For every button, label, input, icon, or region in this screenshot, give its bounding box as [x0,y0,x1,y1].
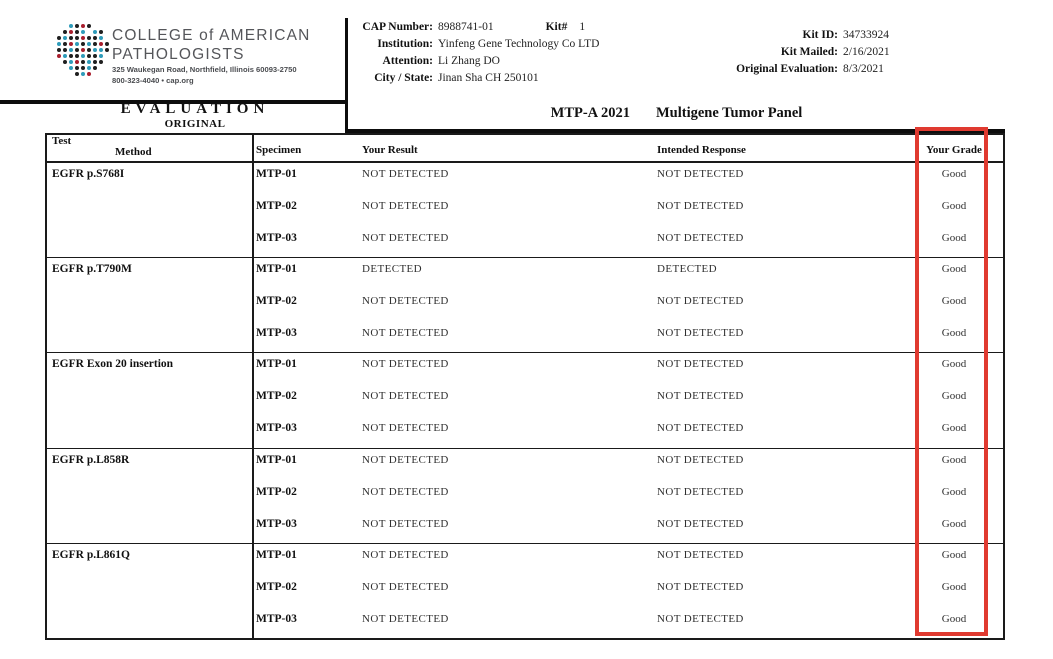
test-group-egfr-s768i [47,163,1003,257]
evaluation-subheading: ORIGINAL [164,118,226,130]
original-evaluation-value: 8/3/2021 [843,63,884,75]
intended-response-cell: NOT DETECTED [657,232,744,244]
cap-number-label: CAP Number: [362,21,433,33]
intended-response-cell: NOT DETECTED [657,200,744,212]
your-grade-cell: Good [941,548,967,561]
your-grade-cell: Good [941,485,967,498]
intended-response-cell: NOT DETECTED [657,168,744,180]
intended-response-cell: NOT DETECTED [657,358,744,371]
table-row [47,200,1003,215]
your-grade-cell: Good [941,390,967,403]
specimen-cell: MTP-02 [256,200,297,212]
intended-response-cell: NOT DETECTED [657,422,744,435]
kit-info-left [349,21,599,89]
kit-number-value: 1 [579,21,586,33]
your-result-cell: NOT DETECTED [362,168,449,180]
specimen-cell: MTP-01 [256,548,297,561]
test-group-egfr-t790m [47,257,1003,352]
your-result-cell: NOT DETECTED [362,612,449,625]
institution-label: Institution: [377,38,433,50]
evaluation-heading: EVALUATION [120,101,270,117]
table-row [47,581,1003,596]
specimen-cell: MTP-03 [256,612,297,625]
your-result-cell: NOT DETECTED [362,580,449,593]
your-result-cell: NOT DETECTED [362,232,449,244]
specimen-cell: MTP-03 [256,232,297,244]
test-group-egfr-l858r [47,448,1003,543]
your-result-cell: NOT DETECTED [362,453,449,466]
your-grade-cell: Good [941,295,967,308]
header-your-result: Your Result [362,144,418,156]
table-row [47,454,1003,469]
your-grade-cell: Good [941,453,967,466]
panel-code: MTP-A 2021 [550,105,630,121]
test-name: EGFR Exon 20 insertion [52,358,174,371]
your-result-cell: NOT DETECTED [362,295,449,308]
panel-title [348,105,1005,122]
your-grade-cell: Good [941,200,967,212]
header-specimen: Specimen [256,144,302,156]
your-result-cell: NOT DETECTED [362,517,449,530]
specimen-cell: MTP-01 [256,358,297,371]
intended-response-cell: NOT DETECTED [657,485,744,498]
table-body [47,163,1003,638]
your-grade-cell: Good [941,168,967,180]
attention-label: Attention: [382,55,433,67]
specimen-cell: MTP-02 [256,390,297,403]
horizontal-rule-right [345,129,1005,133]
your-grade-cell: Good [941,263,967,276]
intended-response-cell: NOT DETECTED [657,612,744,625]
intended-response-cell: NOT DETECTED [657,390,744,403]
kit-id-label: Kit ID: [802,29,838,41]
city-state-label: City / State: [374,72,433,84]
kit-mailed-value: 2/16/2021 [843,46,890,58]
specimen-cell: MTP-02 [256,295,297,308]
table-row [47,486,1003,501]
your-grade-cell: Good [941,422,967,435]
table-row [47,327,1003,342]
results-table [45,133,1005,640]
test-name: EGFR p.T790M [52,263,132,276]
your-result-cell: NOT DETECTED [362,327,449,340]
specimen-cell: MTP-02 [256,485,297,498]
intended-response-cell: NOT DETECTED [657,548,744,561]
intended-response-cell: NOT DETECTED [657,327,744,340]
header-your-grade: Your Grade [926,144,982,156]
your-result-cell: NOT DETECTED [362,390,449,403]
table-row [47,168,1003,183]
table-row [47,390,1003,405]
intended-response-cell: NOT DETECTED [657,517,744,530]
test-name: EGFR p.L861Q [52,548,130,561]
kit-id-value: 34733924 [843,29,889,41]
specimen-cell: MTP-01 [256,453,297,466]
table-row [47,358,1003,373]
your-grade-cell: Good [941,517,967,530]
kit-mailed-label: Kit Mailed: [780,46,838,58]
your-grade-cell: Good [941,232,967,244]
evaluation-heading-block [45,102,345,131]
org-name-line2: PATHOLOGISTS [112,46,245,63]
org-address: 325 Waukegan Road, Northfield, Illinois 60093-2750 [112,65,297,74]
your-result-cell: NOT DETECTED [362,548,449,561]
test-name: EGFR p.L858R [52,453,130,466]
specimen-cell: MTP-03 [256,327,297,340]
kit-info-right [620,29,890,80]
test-group-egfr-l861q [47,543,1003,638]
test-name: EGFR p.S768I [52,168,125,180]
table-header [47,135,1003,163]
table-row [47,518,1003,533]
org-name-line1: COLLEGE of AMERICAN [112,27,311,44]
your-result-cell: NOT DETECTED [362,422,449,435]
header-intended-response: Intended Response [657,144,746,156]
table-row [47,232,1003,247]
your-grade-cell: Good [941,327,967,340]
specimen-cell: MTP-03 [256,422,297,435]
your-result-cell: DETECTED [362,263,423,276]
city-state-value: Jinan Sha CH 250101 [438,72,539,84]
kit-number-label: Kit# [545,21,568,33]
test-group-egfr-exon20 [47,352,1003,447]
your-result-cell: NOT DETECTED [362,200,449,212]
table-row [47,422,1003,437]
your-grade-cell: Good [941,580,967,593]
your-grade-cell: Good [941,358,967,371]
intended-response-cell: NOT DETECTED [657,295,744,308]
your-result-cell: NOT DETECTED [362,358,449,371]
intended-response-cell: DETECTED [657,263,718,276]
intended-response-cell: NOT DETECTED [657,580,744,593]
your-result-cell: NOT DETECTED [362,485,449,498]
original-evaluation-label: Original Evaluation: [736,63,838,75]
table-row [47,263,1003,278]
your-grade-cell: Good [941,612,967,625]
cap-number-value: 8988741-01 [438,21,494,33]
specimen-cell: MTP-01 [256,263,297,276]
cap-logo-icon [56,23,110,77]
table-row [47,295,1003,310]
header-test: Test [52,135,72,147]
header-method: Method [115,146,152,158]
org-phone-web: 800-323-4040 • cap.org [112,76,194,85]
institution-value: Yinfeng Gene Technology Co LTD [438,38,600,50]
specimen-cell: MTP-01 [256,168,297,180]
attention-value: Li Zhang DO [438,55,500,67]
table-row [47,549,1003,564]
organization-block [112,26,311,86]
panel-name: Multigene Tumor Panel [655,105,803,121]
table-row [47,613,1003,628]
specimen-cell: MTP-03 [256,517,297,530]
specimen-cell: MTP-02 [256,580,297,593]
intended-response-cell: NOT DETECTED [657,453,744,466]
